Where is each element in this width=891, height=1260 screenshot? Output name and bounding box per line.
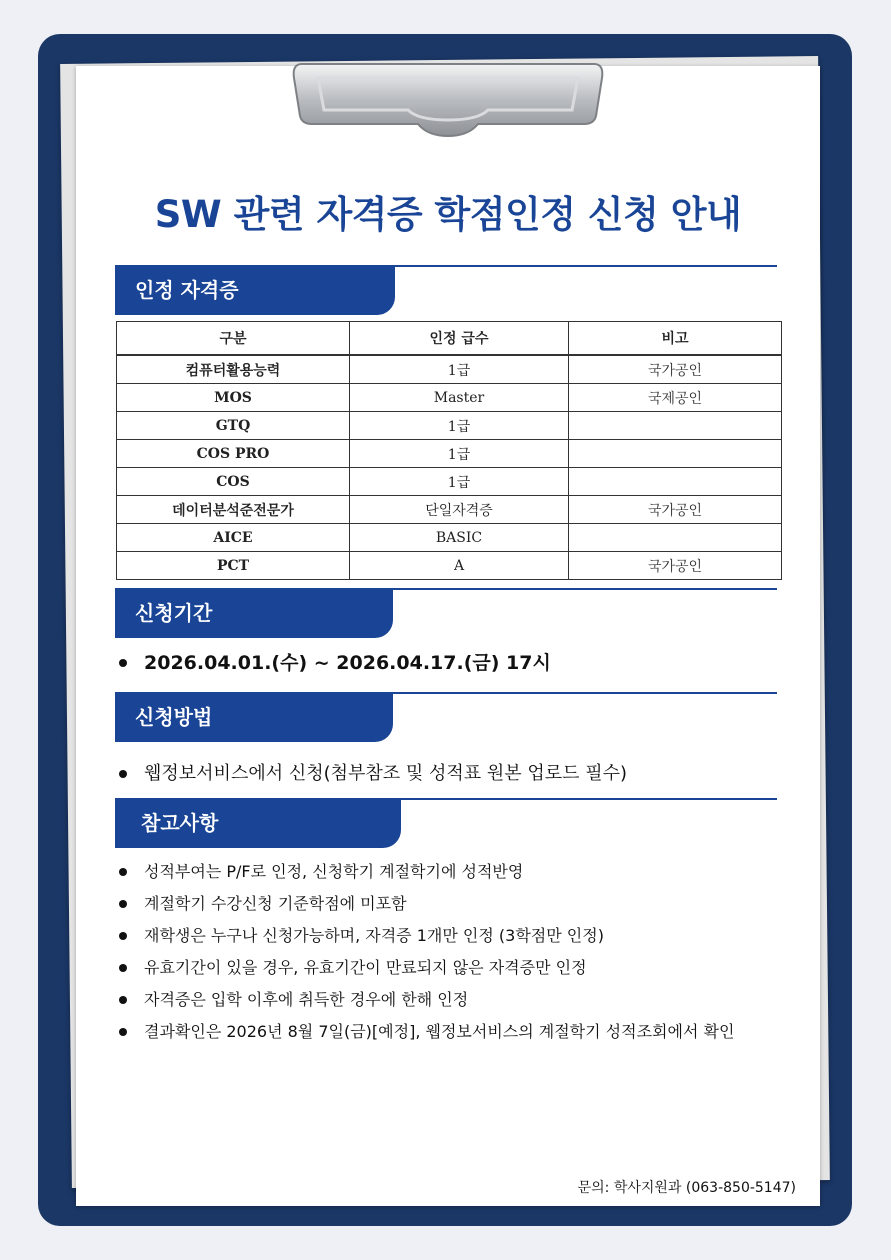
notes-list <box>116 856 734 1048</box>
list-item <box>116 952 734 984</box>
cell-cert-remark: 국제공인 <box>569 384 782 412</box>
cell-cert-name: 데이터분석준전문가 <box>117 496 350 524</box>
cell-cert-level: Master <box>350 384 569 412</box>
cell-cert-name: COS <box>117 468 350 496</box>
cell-cert-name: COS PRO <box>117 440 350 468</box>
cell-cert-remark <box>569 468 782 496</box>
cell-cert-remark <box>569 412 782 440</box>
bullet-icon <box>119 932 127 940</box>
col-header-category: 구분 <box>117 322 350 356</box>
bullet-icon <box>119 770 127 778</box>
cell-cert-remark: 국가공인 <box>569 496 782 524</box>
section-title-certs: 인정 자격증 <box>115 265 395 315</box>
page-title: SW 관련 자격증 학점인정 신청 안내 <box>154 193 742 236</box>
notice-paper <box>76 66 820 1206</box>
cert-table <box>116 321 782 580</box>
list-item <box>116 760 627 788</box>
bullet-icon <box>119 964 127 972</box>
section-header-certs <box>115 265 777 315</box>
list-item <box>116 1016 734 1048</box>
section-title-period: 신청기간 <box>115 588 393 638</box>
cell-cert-name: PCT <box>117 552 350 580</box>
list-item <box>116 888 734 920</box>
col-header-level: 인정 급수 <box>350 322 569 356</box>
table-row <box>117 355 782 384</box>
period-list <box>116 649 551 677</box>
cell-cert-level: 1급 <box>350 468 569 496</box>
clipboard-clip-icon <box>288 58 608 144</box>
table-row <box>117 440 782 468</box>
table-row <box>117 524 782 552</box>
col-header-remark: 비고 <box>569 322 782 356</box>
section-title-method: 신청방법 <box>115 692 393 742</box>
cell-cert-remark <box>569 524 782 552</box>
list-item <box>116 984 734 1016</box>
method-list <box>116 760 627 788</box>
bullet-icon <box>119 1028 127 1036</box>
cell-cert-level: BASIC <box>350 524 569 552</box>
section-header-method <box>115 692 777 742</box>
cell-cert-name: AICE <box>117 524 350 552</box>
list-item <box>116 856 734 888</box>
list-item <box>116 649 551 677</box>
cell-cert-level: 단일자격증 <box>350 496 569 524</box>
cell-cert-level: 1급 <box>350 440 569 468</box>
cell-cert-remark: 국가공인 <box>569 552 782 580</box>
cell-cert-name: GTQ <box>117 412 350 440</box>
bullet-icon <box>119 868 127 876</box>
bullet-icon <box>119 659 127 667</box>
note-text: 자격증은 입학 이후에 취득한 경우에 한해 인정 <box>144 990 469 1009</box>
bullet-icon <box>119 996 127 1004</box>
note-text: 결과확인은 2026년 8월 7일(금)[예정], 웹정보서비스의 계절학기 성적조회에서 확인 <box>144 1022 735 1041</box>
table-header-row <box>117 322 782 356</box>
note-text: 재학생은 누구나 신청가능하며, 자격증 1개만 인정 (3학점만 인정) <box>144 926 604 945</box>
note-text: 성적부여는 P/F로 인정, 신청학기 계절학기에 성적반영 <box>144 862 524 881</box>
section-title-notes: 참고사항 <box>115 798 401 848</box>
cell-cert-remark <box>569 440 782 468</box>
cell-cert-level: A <box>350 552 569 580</box>
list-item <box>116 920 734 952</box>
section-header-period <box>115 588 777 638</box>
cell-cert-remark: 국가공인 <box>569 355 782 384</box>
bullet-icon <box>119 900 127 908</box>
table-row <box>117 384 782 412</box>
contact-info: 문의: 학사지원과 (063-850-5147) <box>577 1180 796 1196</box>
cell-cert-name: MOS <box>117 384 350 412</box>
period-text: 2026.04.01.(수) ~ 2026.04.17.(금) 17시 <box>144 652 551 674</box>
method-text: 웹정보서비스에서 신청(첨부참조 및 성적표 원본 업로드 필수) <box>144 763 628 784</box>
cell-cert-name: 컴퓨터활용능력 <box>117 355 350 384</box>
cell-cert-level: 1급 <box>350 412 569 440</box>
cell-cert-level: 1급 <box>350 355 569 384</box>
section-header-notes <box>115 798 777 848</box>
note-text: 유효기간이 있을 경우, 유효기간이 만료되지 않은 자격증만 인정 <box>144 958 587 977</box>
table-row <box>117 496 782 524</box>
table-row <box>117 552 782 580</box>
table-row <box>117 468 782 496</box>
table-row <box>117 412 782 440</box>
note-text: 계절학기 수강신청 기준학점에 미포함 <box>144 894 407 913</box>
